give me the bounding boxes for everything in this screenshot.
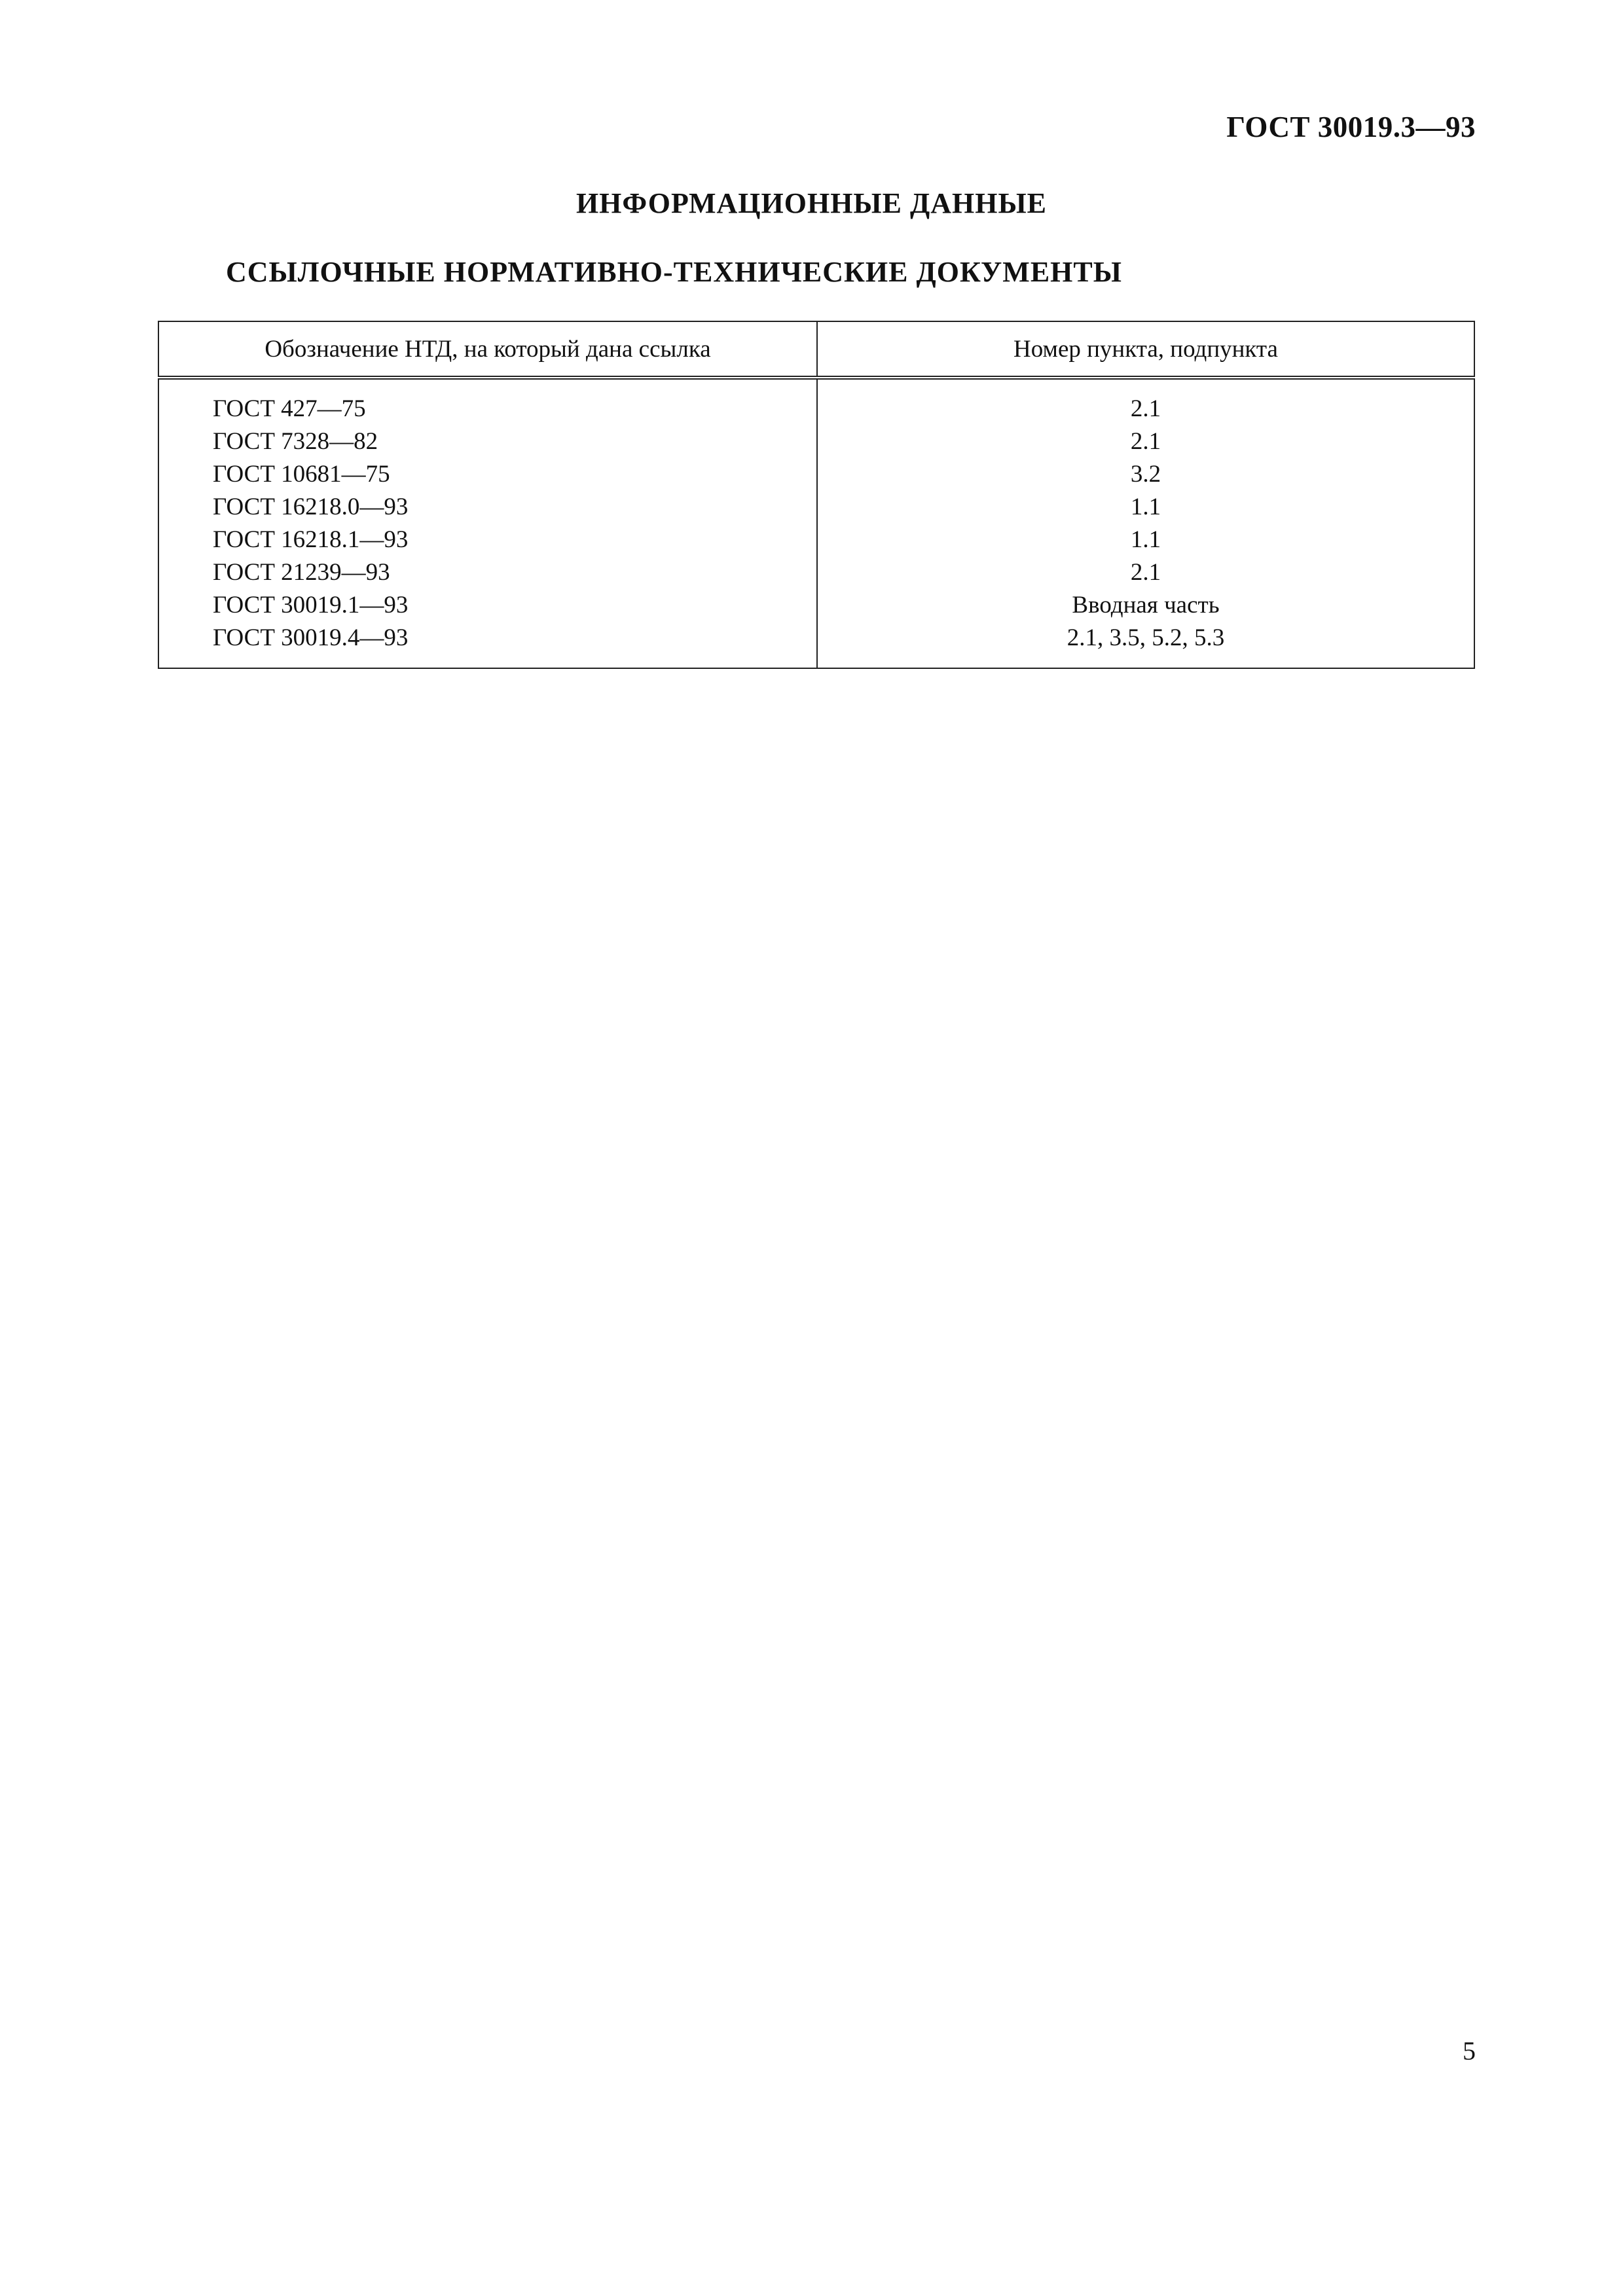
table-row-clause: 2.1 [1130,559,1161,586]
table-header-row [158,321,1474,378]
clause-list-cell [817,378,1474,668]
reference-documents-table [158,321,1475,669]
table-row-clause: 2.1 [1130,428,1161,455]
table-row-doc: ГОСТ 16218.1—93 [213,526,409,553]
table-row-clause: 1.1 [1130,526,1161,553]
table-row-clause: 2.1 [1130,395,1161,422]
section-subtitle: ССЫЛОЧНЫЕ НОРМАТИВНО-ТЕХНИЧЕСКИЕ ДОКУМЕНТЫ [226,256,1122,288]
document-code: ГОСТ 30019.3—93 [1226,111,1476,143]
table-row-doc: ГОСТ 16218.0—93 [213,493,409,520]
column-header-document: Обозначение НТД, на который дана ссылка [158,321,817,378]
table-row-doc: ГОСТ 7328—82 [213,428,378,455]
table-row-doc: ГОСТ 427—75 [213,395,366,422]
table-row-doc: ГОСТ 30019.1—93 [213,592,409,619]
page-number: 5 [1463,2036,1476,2066]
table-row-doc: ГОСТ 30019.4—93 [213,624,409,651]
section-title: ИНФОРМАЦИОННЫЕ ДАННЫЕ [575,187,1048,219]
table-row-clause: Вводная часть [1072,592,1220,619]
column-header-clause: Номер пункта, подпункта [817,321,1474,378]
document-list-cell [158,378,817,668]
table-row-doc: ГОСТ 10681—75 [213,461,390,488]
table-body-row [158,378,1474,668]
table-row-clause: 3.2 [1130,461,1161,488]
table-row-doc: ГОСТ 21239—93 [213,559,390,586]
table-row-clause: 1.1 [1130,493,1161,520]
table-row-clause: 2.1, 3.5, 5.2, 5.3 [1067,624,1225,651]
